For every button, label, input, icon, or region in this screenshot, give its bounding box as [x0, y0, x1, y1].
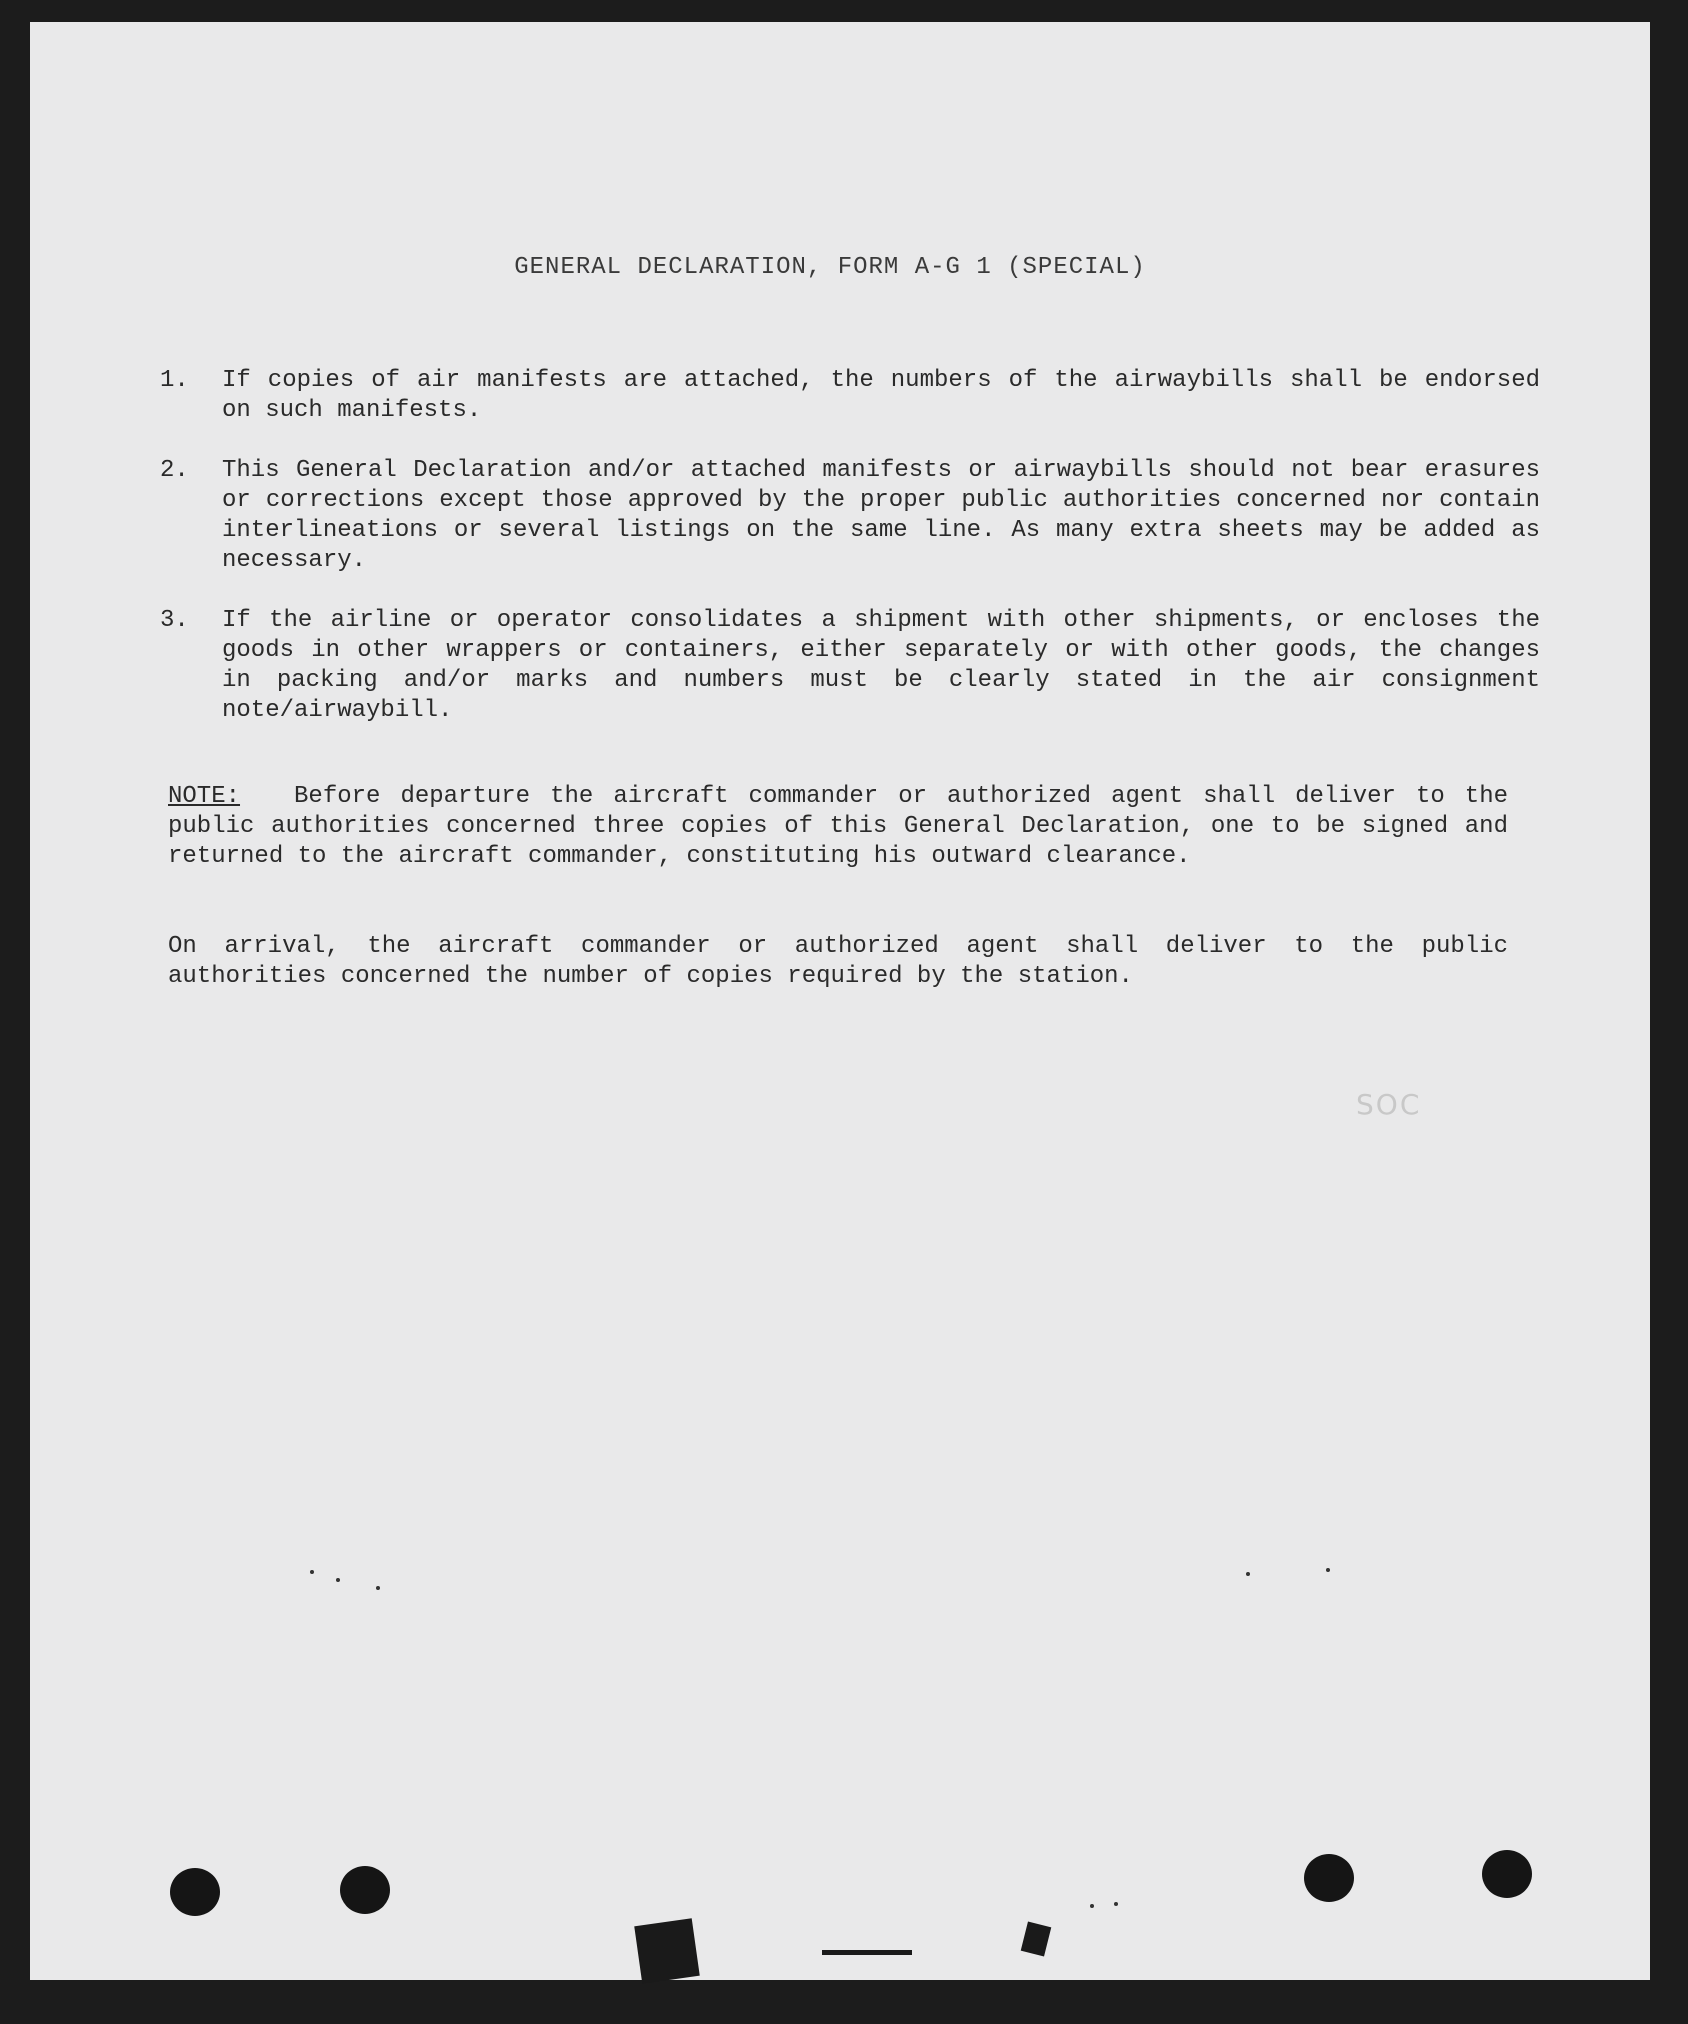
list-item	[160, 606, 1540, 726]
punch-hole	[340, 1866, 390, 1914]
speck	[1114, 1902, 1118, 1906]
punch-hole	[1304, 1854, 1354, 1902]
document-title: GENERAL DECLARATION, FORM A-G 1 (SPECIAL)	[514, 254, 1146, 281]
note-text: Before departure the aircraft commander or authorized agent shall deliver to the public authorities concerned three copies of this General Declaration, one to be signed and returned to the aircraft commander, constituting his outward clearance.	[168, 783, 1508, 870]
arrival-paragraph: On arrival, the aircraft commander or authorized agent shall deliver to the public authorities concerned the number of copies required by the station.	[168, 933, 1508, 990]
item-text: If copies of air manifests are attached, the numbers of the airwaybills shall be endorsed on such manifests.	[222, 367, 1540, 424]
item-number: 2.	[160, 457, 189, 484]
list-item	[160, 366, 1540, 426]
item-text: If the airline or operator consolidates a shipment with other shipments, or encloses the goods in other wrappers or containers, either separately or with other goods, the changes in packing and/or marks and numbers must be clearly stated in the air consignment note/airwaybill.	[222, 607, 1540, 724]
item-number: 1.	[160, 367, 189, 394]
torn-mark	[634, 1918, 700, 1984]
item-number: 3.	[160, 607, 189, 634]
document-sheet	[30, 22, 1650, 1980]
speck	[310, 1570, 314, 1574]
item-text: This General Declaration and/or attached manifests or airwaybills should not bear erasures or corrections except those approved by the proper public authorities concerned nor contain interlineations or several listings on the same line. As many extra sheets may be added as necessary.	[222, 457, 1540, 574]
faint-stamp: SOC	[1356, 1088, 1422, 1121]
ink-smudge	[1021, 1922, 1052, 1957]
speck	[1090, 1904, 1094, 1908]
note-paragraph	[168, 782, 1508, 872]
speck	[376, 1586, 380, 1590]
speck	[1246, 1572, 1250, 1576]
scratch-mark	[822, 1950, 912, 1955]
list-item	[160, 456, 1540, 576]
speck	[336, 1578, 340, 1582]
punch-hole	[1482, 1850, 1532, 1898]
speck	[1326, 1568, 1330, 1572]
note-label: NOTE:	[168, 783, 241, 810]
punch-hole	[170, 1868, 220, 1916]
